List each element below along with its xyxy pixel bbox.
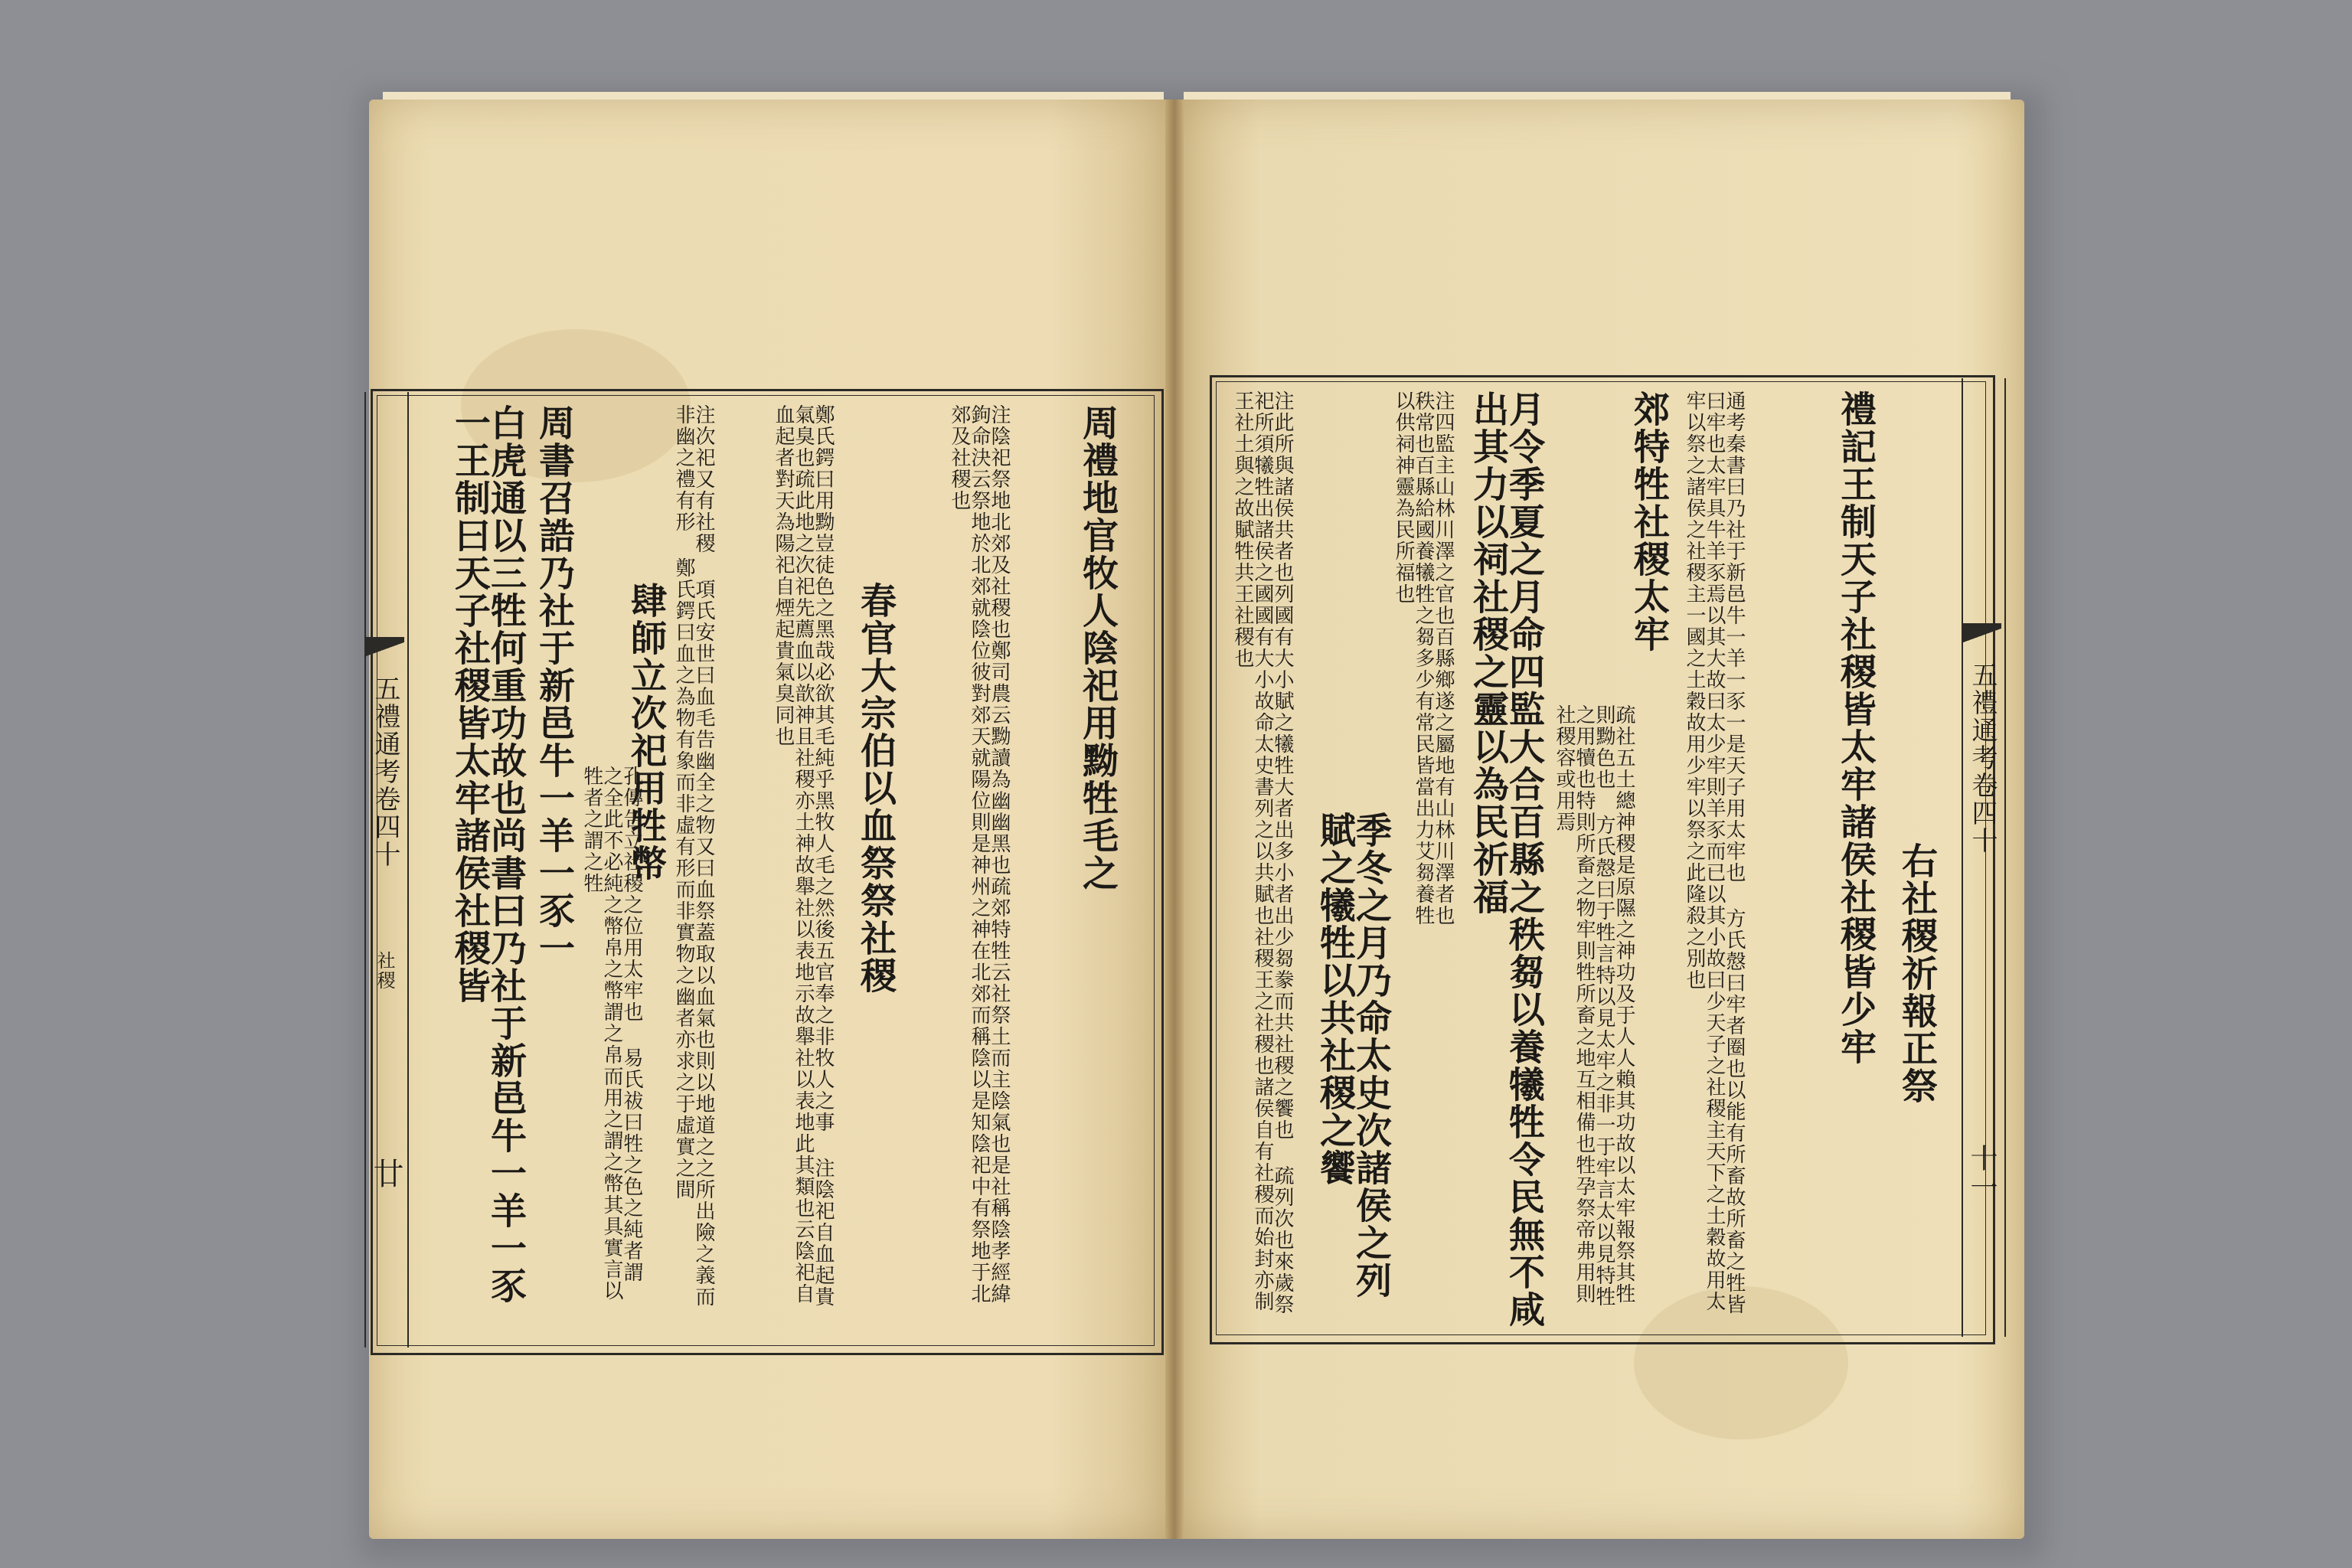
- left-col-2-main: 春官大宗伯以血祭祭社稷: [854, 582, 897, 995]
- left-fold-page-number: 廿: [368, 1158, 403, 1190]
- left-col-3-note: 注次祀又有社稷 項氏安世曰血毛告幽全之物又曰血祭蓋取以血氣也則以地道之之所出險之義而非幽之禮有形 鄭氏鍔曰血之為物有象而非虛有形而非實物之幽者亦求之于虛實之間: [672, 404, 715, 1308]
- left-fold-title: 五禮通考卷四十: [370, 675, 400, 868]
- left-col-2-note: 鄭氏鍔曰用黝豈徒色之黑哉必欲其毛純乎黑牧人毛之然後五官奉之非牧人之事 注陰祀自血起貴氣臭也疏此地之次祀先薦血以歆神且社稷亦土神故舉社以表地示故舉社以表地此其類也云陰祀自血起者對天為陽祀自煙起貴氣臭同也: [772, 404, 835, 1308]
- left-col-5-main: 白虎通以三牲何重功故也尚書曰乃社于新邑牛一羊一豕一王制曰天子社稷皆太牢諸侯社稷皆: [449, 404, 527, 1305]
- right-col-4-main: 月令季夏之月命四監大合百縣之秩芻以養犧牲令民無不咸出其力以祠社稷之靈以為民祈福: [1467, 390, 1545, 1328]
- right-col-2-main: 禮記王制天子社稷皆太牢諸侯社稷皆少牢: [1834, 390, 1877, 1066]
- right-fold-page-number: 十一: [1966, 1144, 1998, 1202]
- right-col-5-note: 注此所與諸侯共者也列國有大小賦之犧牲大者出多小者出少芻豢而共社稷之饗也 疏列次也來歲祭祀所須犧牲出諸侯之國國有大小故命太史書列之以共賦也社稷王之社稷也諸侯自有社稷而始封亦制王社土與之故賦牲共王社稷也: [1231, 390, 1294, 1315]
- right-fold-title: 五禮通考卷四十: [1967, 662, 1998, 854]
- right-col-5-main: 季冬之月乃命太史次諸侯之列賦之犧牲以共社稷之饗: [1314, 812, 1392, 1299]
- left-col-1-main: 周禮地官牧人陰祀用黝牲毛之: [1076, 404, 1119, 892]
- right-col-2-note: 通考秦書曰乃社于新邑牛一羊一豕一是天子用太牢也 方氏慤曰牢者圈也以能有所畜故所畜之牲皆曰牢也太牢具牛羊豕焉以其大故曰太少牢則羊豕而已以其小故曰少天子之社稷主天下之土穀故用太牢以祭之諸侯之社稷主一國之土穀故用少牢以祭之此隆殺之別也: [1683, 390, 1746, 1315]
- right-col-4-note: 注四監主山林川澤之官也百縣鄉遂之屬地有山林川澤者也秩常也百縣給國養犧牲之芻多少有常民皆當出力艾芻養牲以供祠神靈為民所福也: [1392, 390, 1455, 926]
- left-fold-strip: [364, 392, 409, 1348]
- book-gutter: [1165, 100, 1184, 1539]
- fold-fishtail-mark: [1963, 623, 2001, 648]
- right-col-1-main: 右社稷祈報正祭: [1896, 842, 1938, 1105]
- right-col-3-note: 疏社五土總神稷是原隰之神功及于人人賴其功故以太牢報祭其牲則黝色也 方氏慤曰于牲言特以見太牢之非一于牢言太以見特牲之用犢也特則所畜之物牢則牲所畜之地互相備也牲孕祭帝弗用則社稷容或用焉: [1553, 704, 1635, 1308]
- left-col-3-main: 肆師立次祀用牲幣: [625, 582, 667, 882]
- left-col-4-note: 孔傳告立社稷之位用太牢也 易氏祓曰牲之色之純者謂之全此不必純之幣帛之幣謂之帛而用之謂之幣其具實言以牲者之謂之牲: [580, 766, 643, 1302]
- left-col-4-main: 周書召誥乃社于新邑牛一羊一豕一: [533, 404, 575, 967]
- left-col-1-note: 注陰祀祭地北郊及社稷也鄭司農云黝讀為幽幽黑也疏郊特牲云社祭土而主陰氣也是社稱陰孝經緯鉤命決云祭地於北郊就陰位彼對郊天就陽位則是神州之神在北郊而稱陰以是知陰祀中有祭地于北郊及社稷也: [948, 404, 1011, 1305]
- right-col-3-main: 郊特牲社稷太牢: [1628, 390, 1670, 653]
- fold-fishtail-mark: [366, 637, 404, 662]
- right-fold-strip: [1962, 378, 2006, 1337]
- left-fold-section: 社稷: [374, 951, 395, 991]
